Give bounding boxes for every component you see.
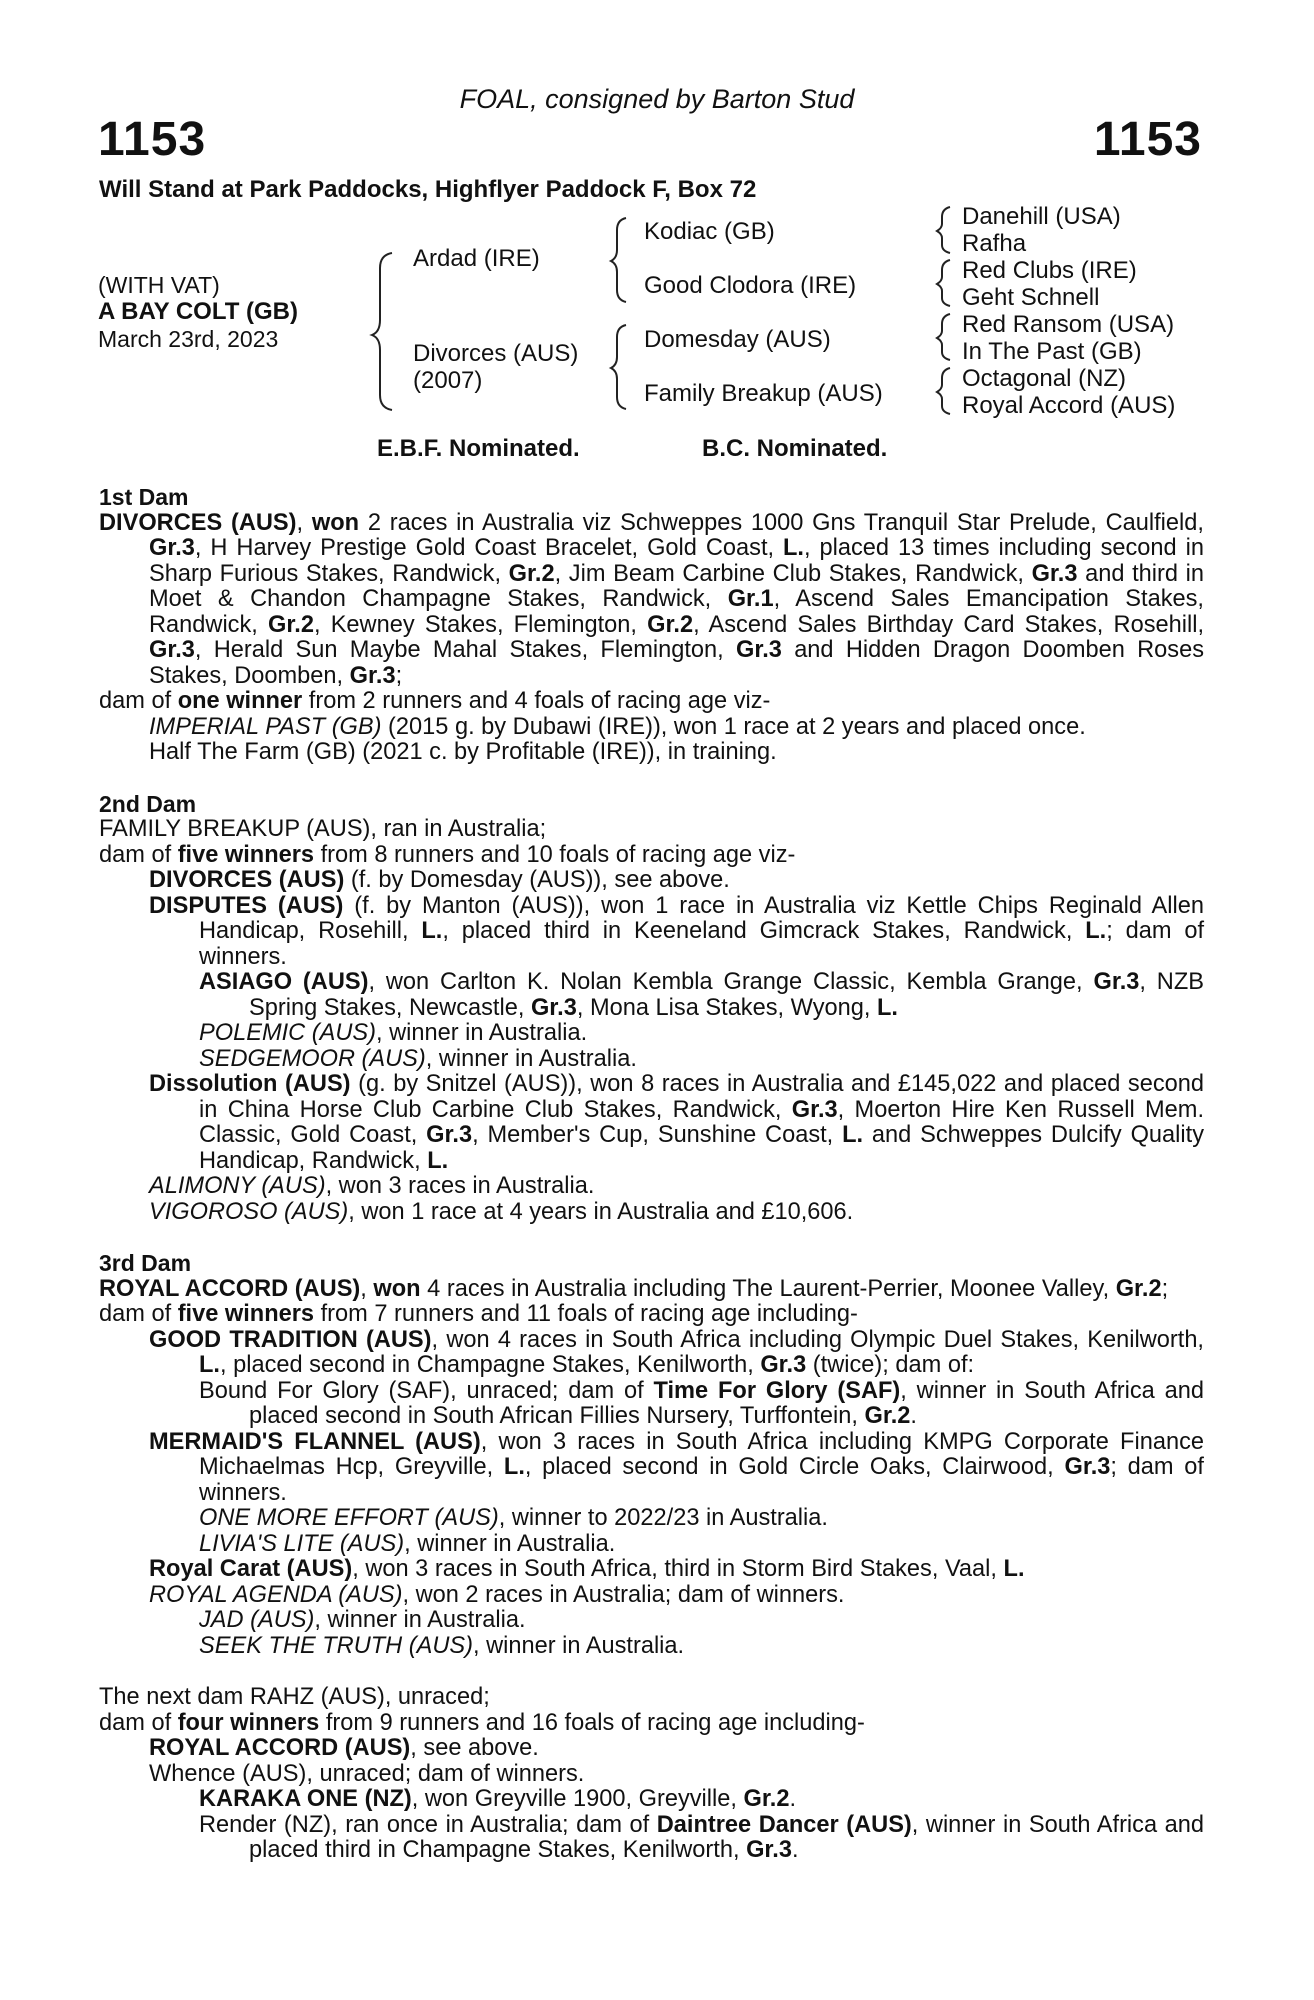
- produce-entry: [99, 1277, 1204, 1303]
- body-text: , see above.: [410, 1735, 539, 1761]
- produce-entry: [99, 1813, 1204, 1864]
- dam-dam: Family Breakup (AUS): [644, 380, 883, 407]
- produce-entry: [99, 1328, 1204, 1379]
- body-text: Half The Farm (GB) (2021 c. by Profitable (IRE)), in training.: [149, 739, 777, 765]
- bold-text: five winners: [177, 841, 315, 868]
- body-text: from 7 runners and 11 foals of racing age including-: [314, 1301, 858, 1327]
- bold-text: one winner: [177, 688, 303, 714]
- produce-entry: [99, 1583, 1204, 1609]
- dam: Divorces (AUS): [413, 340, 579, 367]
- body-text: 4 races in Australia including The Laurent-Perrier, Moonee Valley,: [420, 1275, 1116, 1302]
- body-text: , won 1 race at 4 years in Australia and £10,606.: [348, 1198, 854, 1225]
- produce-entry: [99, 1506, 1204, 1532]
- body-text: ; dam of winners.: [199, 1454, 1204, 1506]
- bold-text: Gr.3: [1064, 1454, 1111, 1480]
- produce-entry: [99, 715, 1204, 741]
- dam-section: [99, 1685, 1204, 1864]
- body-text: , winner in Australia.: [404, 1530, 616, 1557]
- body-text: dam of: [99, 1301, 178, 1327]
- body-text: ;: [395, 662, 403, 689]
- produce-entry: [99, 817, 1204, 843]
- body-text: , Herald Sun Maybe Mahal Stakes, Flemington,: [194, 637, 736, 663]
- produce-entry: [99, 1200, 1204, 1226]
- lot-number-right: 1153: [1093, 113, 1202, 166]
- body-text: FAMILY BREAKUP (AUS), ran in Australia;: [99, 816, 547, 842]
- italic-text: ONE MORE EFFORT (AUS): [199, 1505, 499, 1531]
- produce-entry: [99, 1072, 1204, 1174]
- bold-text: DISPUTES (AUS): [149, 892, 344, 919]
- dam-section: [99, 485, 1204, 766]
- produce-entry: [99, 1762, 1204, 1788]
- body-text: (2015 g. by Dubawi (IRE)), won 1 race at 2 years and placed once.: [381, 713, 1086, 740]
- bold-text: ASIAGO (AUS): [199, 969, 369, 995]
- produce-entry: [99, 894, 1204, 971]
- body-text: dam of: [99, 1709, 178, 1736]
- bold-text: Gr.3: [760, 1352, 807, 1378]
- body-text: .: [789, 1786, 797, 1812]
- body-text: , Ascend Sales Emancipation Stakes, Randwick,: [149, 586, 1204, 638]
- bold-text: Gr.3: [1031, 560, 1078, 587]
- produce-entry: [99, 1608, 1204, 1634]
- body-text: , Member's Cup, Sunshine Coast,: [472, 1122, 843, 1148]
- body-text: The next dam RAHZ (AUS), unraced;: [99, 1684, 490, 1710]
- produce-entry: [99, 1047, 1204, 1073]
- italic-text: ALIMONY (AUS): [149, 1173, 326, 1199]
- body-text: , H Harvey Prestige Gold Coast Bracelet, Gold Coast,: [194, 535, 784, 561]
- body-text: , winner in Australia.: [314, 1607, 526, 1633]
- produce-entry: [99, 1685, 1204, 1711]
- bold-text: L.: [783, 535, 804, 561]
- section-gap: [99, 766, 1204, 792]
- horse-name: A BAY COLT (GB): [98, 298, 299, 325]
- body-text: ;: [1161, 1275, 1169, 1302]
- bold-text: won: [311, 509, 360, 536]
- produce-entry: [99, 1787, 1204, 1813]
- bold-text: Gr.2: [647, 611, 694, 638]
- body-text: (twice); dam of:: [806, 1352, 975, 1378]
- section-heading: 2nd Dam: [99, 790, 197, 817]
- body-text: ; dam of winners.: [199, 918, 1204, 970]
- italic-text: IMPERIAL PAST (GB): [149, 713, 382, 740]
- body-text: , winner in Australia.: [375, 1020, 588, 1046]
- sire-dam: Good Clodora (IRE): [644, 272, 857, 299]
- body-text: .: [791, 1837, 799, 1863]
- body-text: , winner in South Africa and placed third in Champagne Stakes, Kenilworth,: [249, 1811, 1204, 1863]
- body-text: (f. by Domesday (AUS)), see above.: [344, 867, 730, 893]
- gen3-1: Danehill (USA): [962, 203, 1121, 230]
- bold-text: Daintree Dancer (AUS): [656, 1811, 912, 1838]
- section-gap: [99, 1225, 1204, 1251]
- body-text: , winner in Australia.: [425, 1045, 637, 1072]
- body-text: dam of: [99, 688, 178, 714]
- body-text: , Kewney Stakes, Flemington,: [313, 611, 648, 638]
- produce-entry: [99, 1302, 1204, 1328]
- italic-text: SEEK THE TRUTH (AUS): [199, 1632, 473, 1659]
- bold-text: KARAKA ONE (NZ): [199, 1786, 412, 1812]
- bold-text: Gr.1: [727, 586, 774, 612]
- body-text: , won 2 races in Australia; dam of winners.: [402, 1581, 845, 1608]
- bc-nomination: B.C. Nominated.: [702, 435, 888, 462]
- bold-text: Royal Carat (AUS): [149, 1556, 353, 1582]
- body-text: dam of: [99, 841, 178, 868]
- bold-text: L.: [199, 1352, 220, 1378]
- bold-text: L.: [503, 1454, 525, 1480]
- bold-text: Gr.2: [268, 611, 314, 638]
- bold-text: Gr.2: [864, 1403, 911, 1429]
- bold-text: Gr.2: [1115, 1275, 1162, 1302]
- bold-text: Gr.3: [791, 1096, 838, 1123]
- brace-gen2-top: [611, 218, 626, 302]
- bold-text: Gr.2: [743, 1786, 790, 1812]
- body-text: , winner in South Africa and placed second in South African Fillies Nursery, Turffontein,: [249, 1377, 1204, 1429]
- body-text: , won 4 races in South Africa including Olympic Duel Stakes, Kenilworth,: [431, 1326, 1204, 1353]
- bold-text: Gr.3: [426, 1122, 473, 1148]
- bold-text: L.: [421, 918, 443, 944]
- dam-section: [99, 1251, 1204, 1659]
- foaling-date: March 23rd, 2023: [98, 326, 279, 352]
- bold-text: Gr.3: [746, 1837, 792, 1863]
- bold-text: DIVORCES (AUS): [99, 509, 297, 536]
- body-text: from 8 runners and 10 foals of racing age viz-: [314, 841, 796, 868]
- produce-entry: [99, 1174, 1204, 1200]
- vat-note: (WITH VAT): [98, 272, 220, 298]
- body-text: , Mona Lisa Stakes, Wyong,: [576, 994, 877, 1021]
- body-text: , Moerton Hire Ken Russell Mem. Classic, Gold Coast,: [199, 1096, 1204, 1148]
- bold-text: Gr.3: [530, 994, 577, 1021]
- body-text: and third in Moet & Chandon Champagne Stakes, Randwick,: [149, 560, 1204, 612]
- bold-text: Gr.3: [149, 535, 195, 561]
- section-gap: [99, 1659, 1204, 1685]
- body-text: and Hidden Dragon Doomben Roses Stakes, Doomben,: [149, 637, 1205, 689]
- dam-section: [99, 792, 1204, 1226]
- consignment-title: FOAL, consigned by Barton Stud: [459, 84, 855, 114]
- body-text: , won Carlton K. Nolan Kembla Grange Classic, Kembla Grange,: [368, 969, 1094, 995]
- brace-gen3-3: [937, 314, 950, 360]
- produce-entry: [99, 740, 1204, 766]
- gen3-8: Royal Accord (AUS): [962, 392, 1176, 419]
- produce-entry: [99, 1532, 1204, 1558]
- stand-location: Will Stand at Park Paddocks, Highflyer Paddock F, Box 72: [99, 176, 757, 203]
- bold-text: Dissolution (AUS): [149, 1071, 351, 1097]
- dam-sire: Domesday (AUS): [644, 326, 831, 353]
- gen3-3: Red Clubs (IRE): [962, 257, 1137, 284]
- body-text: , winner to 2022/23 in Australia.: [498, 1505, 828, 1531]
- bold-text: won: [373, 1275, 421, 1302]
- body-text: , won 3 races in Australia.: [325, 1173, 595, 1199]
- body-text: (g. by Snitzel (AUS)), won 8 races in Australia and £145,022 and placed second in China Horse Club Carbine Club Stakes, Randwick,: [199, 1071, 1204, 1123]
- body-text: , NZB Spring Stakes, Newcastle,: [249, 969, 1204, 1021]
- body-text: , Ascend Sales Birthday Card Stakes, Rosehill,: [693, 611, 1205, 638]
- bold-text: Gr.3: [1093, 969, 1140, 995]
- italic-text: VIGOROSO (AUS): [149, 1198, 349, 1225]
- produce-entry: [99, 511, 1204, 690]
- body-text: Whence (AUS), unraced; dam of winners.: [149, 1760, 585, 1787]
- gen3-4: Geht Schnell: [962, 284, 1100, 311]
- body-text: from 9 runners and 16 foals of racing age including-: [319, 1709, 865, 1736]
- body-text: , won 3 races in South Africa, third in Storm Bird Stakes, Vaal,: [352, 1556, 1004, 1582]
- produce-entry: [99, 1711, 1204, 1737]
- body-text: , placed second in Champagne Stakes, Kenilworth,: [219, 1352, 761, 1378]
- body-text: , placed second in Gold Circle Oaks, Clairwood,: [524, 1454, 1065, 1480]
- produce-entry: [99, 868, 1204, 894]
- body-text: Bound For Glory (SAF), unraced; dam of: [199, 1377, 654, 1404]
- section-heading: 3rd Dam: [99, 1250, 192, 1276]
- italic-text: LIVIA'S LITE (AUS): [199, 1530, 405, 1557]
- body-text: .: [910, 1403, 917, 1429]
- brace-gen3-4: [937, 368, 950, 414]
- bold-text: L.: [427, 1147, 449, 1174]
- body-text: , won Greyville 1900, Greyville,: [411, 1786, 744, 1812]
- body-text: (f. by Manton (AUS)), won 1 race in Australia viz Kettle Chips Reginald Allen Handicap, Rosehill,: [199, 892, 1205, 944]
- bold-text: L.: [876, 994, 898, 1021]
- section-heading: 1st Dam: [99, 484, 189, 510]
- bold-text: Gr.3: [735, 637, 782, 663]
- bold-text: four winners: [177, 1709, 320, 1736]
- bold-text: five winners: [177, 1301, 315, 1327]
- body-text: 2 races in Australia viz Schweppes 1000 Gns Tranquil Star Prelude, Caulfield,: [359, 509, 1204, 536]
- catalogue-body: [99, 485, 1204, 1864]
- produce-entry: [99, 1736, 1204, 1762]
- bold-text: Gr.3: [149, 637, 195, 663]
- body-text: ,: [360, 1275, 374, 1302]
- bold-text: ROYAL ACCORD (AUS): [149, 1735, 411, 1761]
- produce-entry: [99, 1021, 1204, 1047]
- sire: Ardad (IRE): [413, 245, 540, 272]
- bold-text: GOOD TRADITION (AUS): [149, 1326, 432, 1353]
- produce-entry: [99, 1557, 1204, 1583]
- produce-entry: [99, 1430, 1204, 1507]
- gen3-5: Red Ransom (USA): [962, 311, 1175, 338]
- bold-text: L.: [1085, 918, 1107, 944]
- gen3-2: Rafha: [962, 230, 1027, 257]
- body-text: , winner in Australia.: [472, 1632, 685, 1659]
- bold-text: Gr.2: [508, 560, 555, 587]
- body-text: , placed 13 times including second in Sharp Furious Stakes, Randwick,: [149, 535, 1204, 587]
- ebf-nomination: E.B.F. Nominated.: [377, 435, 580, 462]
- bold-text: DIVORCES (AUS): [149, 867, 345, 893]
- body-text: ,: [296, 509, 312, 536]
- brace-gen3-2: [937, 260, 950, 306]
- produce-entry: [99, 1379, 1204, 1430]
- produce-entry: [99, 843, 1204, 869]
- body-text: and Schweppes Dulcify Quality Handicap, Randwick,: [199, 1122, 1204, 1174]
- body-text: , won 3 races in South Africa including KMPG Corporate Finance Michaelmas Hcp, Greyville,: [199, 1428, 1204, 1480]
- bold-text: ROYAL ACCORD (AUS): [99, 1275, 361, 1302]
- pedigree-table: [0, 0, 1314, 460]
- body-text: , placed third in Keeneland Gimcrack Stakes, Randwick,: [442, 918, 1086, 944]
- bold-text: Gr.3: [349, 662, 396, 689]
- italic-text: ROYAL AGENDA (AUS): [149, 1581, 403, 1608]
- gen3-7: Octagonal (NZ): [962, 365, 1127, 392]
- lot-number-left: 1153: [98, 113, 207, 166]
- italic-text: JAD (AUS): [199, 1607, 315, 1633]
- body-text: Render (NZ), ran once in Australia; dam of: [199, 1811, 657, 1838]
- brace-gen3-1: [937, 207, 950, 253]
- body-text: from 2 runners and 4 foals of racing age viz-: [302, 688, 771, 714]
- bold-text: L.: [842, 1122, 864, 1148]
- italic-text: POLEMIC (AUS): [199, 1020, 376, 1046]
- body-text: , Jim Beam Carbine Club Stakes, Randwick,: [554, 560, 1032, 587]
- sire-sire: Kodiac (GB): [644, 218, 775, 245]
- produce-entry: [99, 1634, 1204, 1660]
- produce-entry: [99, 970, 1204, 1021]
- italic-text: SEDGEMOOR (AUS): [199, 1045, 426, 1072]
- bold-text: L.: [1003, 1556, 1025, 1582]
- brace-gen1: [372, 253, 392, 410]
- bold-text: MERMAID'S FLANNEL (AUS): [149, 1428, 481, 1455]
- bold-text: Time For Glory (SAF): [653, 1377, 901, 1404]
- dam-year: (2007): [413, 367, 483, 394]
- gen3-6: In The Past (GB): [962, 338, 1142, 365]
- produce-entry: [99, 689, 1204, 715]
- brace-gen2-bottom: [611, 325, 626, 409]
